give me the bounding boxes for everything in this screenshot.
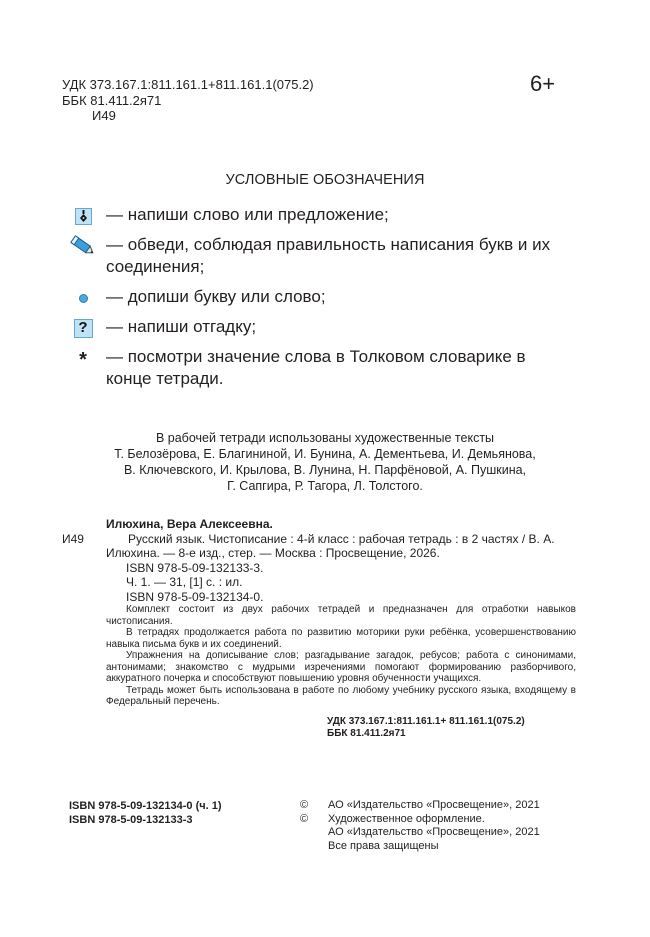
author-mark: И49 — [92, 108, 116, 123]
isbn-block: ISBN 978-5-09-132134-0 (ч. 1) ISBN 978-5-09-132133-3 — [69, 800, 222, 826]
biblio-title-row — [62, 532, 582, 561]
biblio-part: Ч. 1. — 31, [1] с. : ил. — [126, 575, 243, 589]
legend-title: УСЛОВНЫЕ ОБОЗНАЧЕНИЯ — [225, 172, 425, 188]
biblio-code: И49 — [62, 531, 84, 546]
annotation: Комплект состоит из двух рабочих тетрадей и предназначен для отработки навыков чистописания. В тетрадях продолжается работа по развитию моторики руки ребёнка, усовершенствованию навыка письма букв и их соединений. Упражнения на дописывание слов; разгадывание загадок, ребусов; работа с синонимами, антонимами; знакомство с мудрыми изречениями помогают формированию разборчивого, аккуратного почерка и способствуют повышению уровня обученности учащихся. Тетрадь может быть использована в работе по любому учебнику русского языка, входящему в Федеральный перечень. — [106, 604, 576, 707]
age-rating: 6+ — [530, 71, 556, 96]
biblio-author: Илюхина, Вера Алексеевна. — [106, 517, 273, 531]
bibliographic-record — [62, 517, 582, 604]
copyright-icon: © — [300, 812, 309, 825]
asterisk-icon: * — [79, 349, 87, 371]
udk-header — [62, 77, 314, 124]
authors-credits: В рабочей тетради использованы художественные тексты Т. Белозёрова, Е. Благининой, И. Бунина, А. Дементьева, И. Демьянова, В. Ключевского, И. Крылова, В. Лунина, Н. Парфёновой, А. Пушкина, Г. Сапгира, Р. Тагора, Л. Толстого. — [114, 431, 536, 493]
bbk-code: ББК 81.411.2я71 — [62, 92, 162, 108]
biblio-isbn-part: ISBN 978-5-09-132134-0. — [126, 589, 264, 604]
udk-code: УДК 373.167.1:811.161.1+811.161.1(075.2) — [62, 77, 314, 92]
legend-list — [70, 204, 570, 398]
pencil-icon — [70, 236, 96, 256]
pen-nib-box-icon — [70, 206, 96, 226]
copyright-icon: © — [300, 799, 309, 811]
biblio-isbn-set: ISBN 978-5-09-132133-3. — [126, 560, 264, 575]
udk-footer: УДК 373.167.1:811.161.1+ 811.161.1(075.2) ББК 81.411.2я71 — [327, 716, 525, 739]
legend-item-write: — напиши слово или предложение; — [70, 204, 570, 226]
legend-item-dictionary: * — посмотри значение слова в Толковом словарике в конце тетради. — [70, 346, 570, 390]
copyright-block: © АО «Издательство «Просвещение», 2021 © Художественное оформление. АО «Издательство «Просвещение», 2021 Все права защищены — [300, 799, 540, 852]
biblio-title: Русский язык. Чистописание : 4-й класс : рабочая тетрадь : в 2 частях / В. А. Илюхина. — 8-е изд., стер. — Москва : Просвещение, 2026. — [106, 531, 555, 560]
blue-dot-icon — [70, 288, 96, 308]
legend-item-trace: — обведи, соблюдая правильность написания букв и их соединения; — [70, 234, 570, 278]
question-box-icon: ? — [70, 318, 96, 338]
legend-item-complete: — допиши букву или слово; — [70, 286, 570, 308]
legend-item-riddle: ? — напиши отгадку; — [70, 316, 570, 338]
